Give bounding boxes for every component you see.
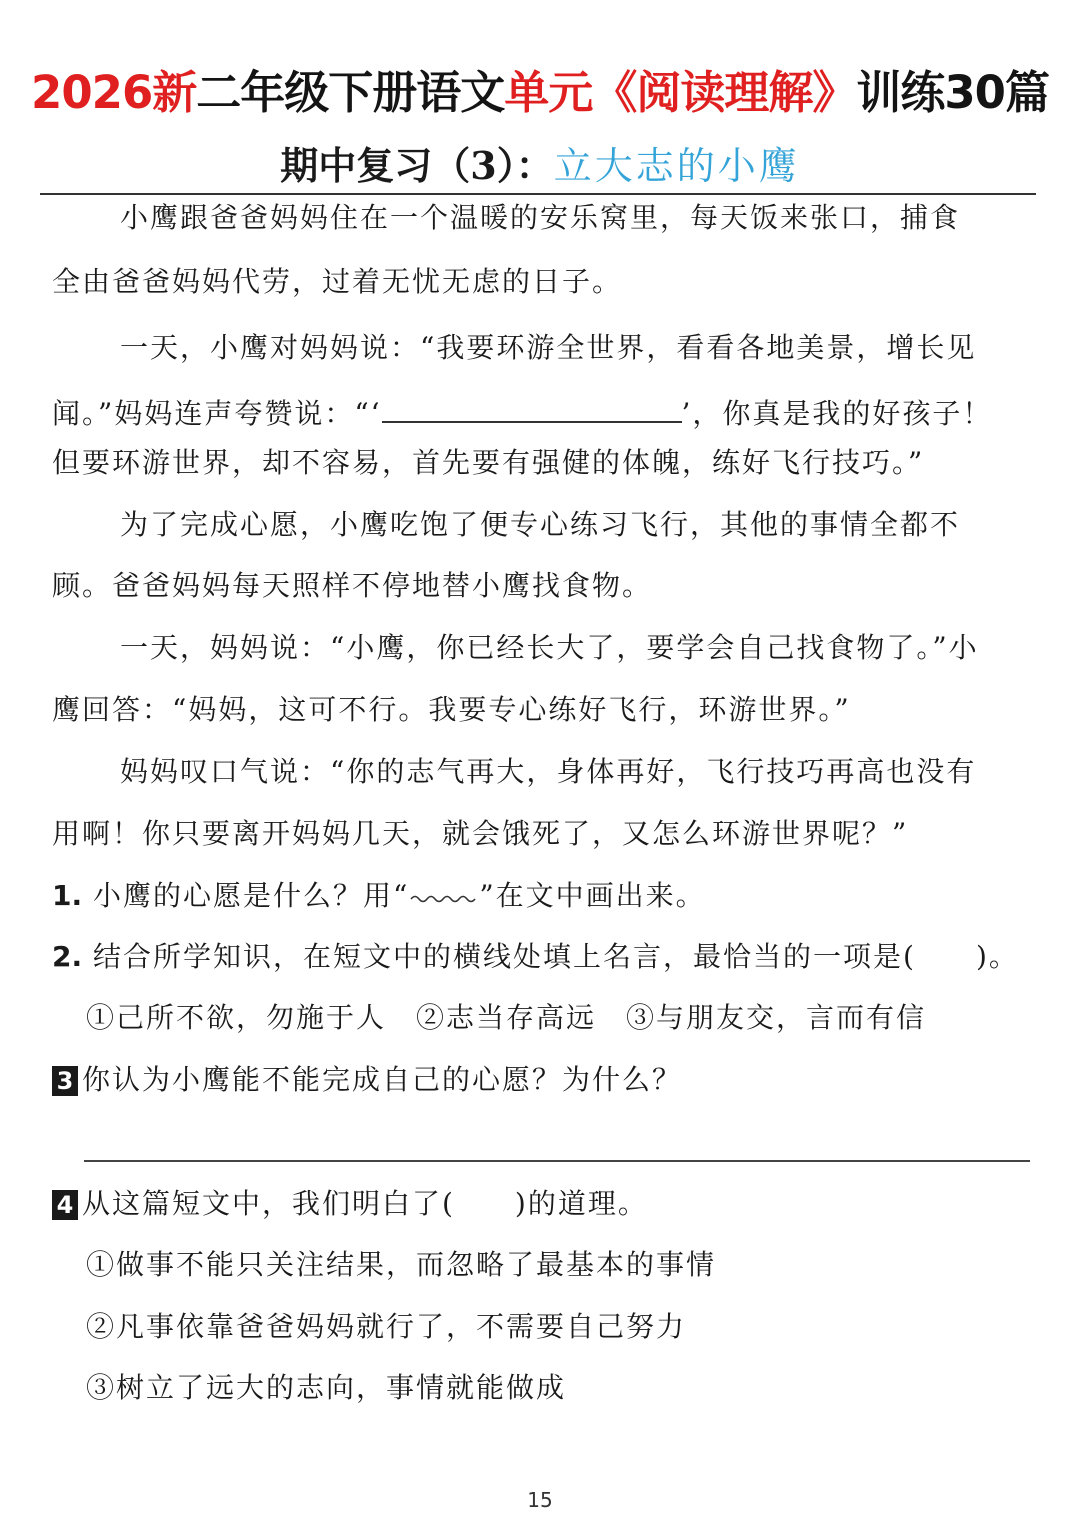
question-1 bbox=[52, 875, 1028, 916]
passage-line: 妈妈叹口气说：“你的志气再大，身体再好，飞行技巧再高也没有 bbox=[120, 755, 977, 788]
question-number-badge: 4 bbox=[52, 1190, 78, 1220]
question-4 bbox=[52, 1184, 1028, 1224]
question-4-option[interactable]: ①做事不能只关注结果，而忽略了最基本的事情 bbox=[86, 1248, 717, 1281]
lesson-subtitle bbox=[0, 140, 1080, 192]
passage-line: 鹰回答：“妈妈，这可不行。我要专心练好飞行，环游世界。” bbox=[52, 693, 851, 726]
answer-line[interactable] bbox=[84, 1160, 1030, 1162]
passage-line: 用啊！你只要离开妈妈几天，就会饿死了，又怎么环游世界呢？” bbox=[52, 817, 909, 850]
question-2 bbox=[52, 937, 1028, 977]
story-title: 立大志的小鹰 bbox=[553, 144, 800, 188]
passage-line: 一天，小鹰对妈妈说：“我要环游全世界，看看各地美景，增长见 bbox=[120, 331, 977, 364]
question-number: 2. bbox=[52, 940, 83, 973]
worksheet-header bbox=[0, 62, 1080, 124]
header-divider bbox=[40, 193, 1036, 195]
passage-line: 为了完成心愿，小鹰吃饱了便专心练习飞行，其他的事情全都不 bbox=[120, 508, 961, 541]
header-book: 《阅读理解》 bbox=[592, 66, 857, 119]
subtitle-prefix: 期中复习（3）： bbox=[280, 143, 554, 188]
passage-line: 但要环游世界，却不容易，首先要有强健的体魄，练好飞行技巧。” bbox=[52, 446, 925, 479]
question-number-badge: 3 bbox=[52, 1066, 78, 1096]
question-text: 从这篇短文中，我们明白了( )的道理。 bbox=[82, 1187, 648, 1220]
question-number: 1. bbox=[52, 879, 83, 912]
header-new: 新 bbox=[152, 66, 197, 119]
header-tail: 训练30篇 bbox=[856, 66, 1049, 119]
question-4-option[interactable]: ②凡事依靠爸爸妈妈就行了，不需要自己努力 bbox=[86, 1310, 687, 1343]
question-text: ”在文中画出来。 bbox=[479, 879, 706, 912]
passage-text: 闻。”妈妈连声夸赞说：“‘ bbox=[52, 397, 382, 430]
header-year: 2026 bbox=[31, 66, 153, 119]
header-grade: 二年级下册语文 bbox=[196, 66, 505, 119]
passage-text: ’，你真是我的好孩子！ bbox=[681, 397, 993, 430]
question-text: 你认为小鹰能不能完成自己的心愿？为什么？ bbox=[82, 1063, 683, 1096]
passage-line: 小鹰跟爸爸妈妈住在一个温暖的安乐窝里，每天饭来张口，捕食 bbox=[120, 201, 961, 234]
question-4-option[interactable]: ③树立了远大的志向，事情就能做成 bbox=[86, 1371, 567, 1404]
header-unit: 单元 bbox=[504, 66, 593, 119]
passage-line: 一天，妈妈说：“小鹰，你已经长大了，要学会自己找食物了。”小 bbox=[120, 631, 979, 664]
question-2-options[interactable]: ①己所不欲，勿施于人 ②志当存高远 ③与朋友交，言而有信 bbox=[86, 1001, 927, 1034]
question-3 bbox=[52, 1060, 1028, 1100]
passage-line: 顾。爸爸妈妈每天照样不停地替小鹰找食物。 bbox=[52, 569, 653, 602]
page-number: 15 bbox=[527, 1488, 553, 1512]
wavy-underline-icon bbox=[409, 875, 479, 905]
passage-line: 全由爸爸妈妈代劳，过着无忧无虑的日子。 bbox=[52, 265, 623, 298]
question-text: 结合所学知识，在短文中的横线处填上名言，最恰当的一项是( )。 bbox=[93, 940, 1019, 973]
question-text: 小鹰的心愿是什么？用“ bbox=[93, 879, 410, 912]
passage-line bbox=[52, 393, 1028, 434]
fill-in-blank[interactable] bbox=[382, 393, 682, 423]
